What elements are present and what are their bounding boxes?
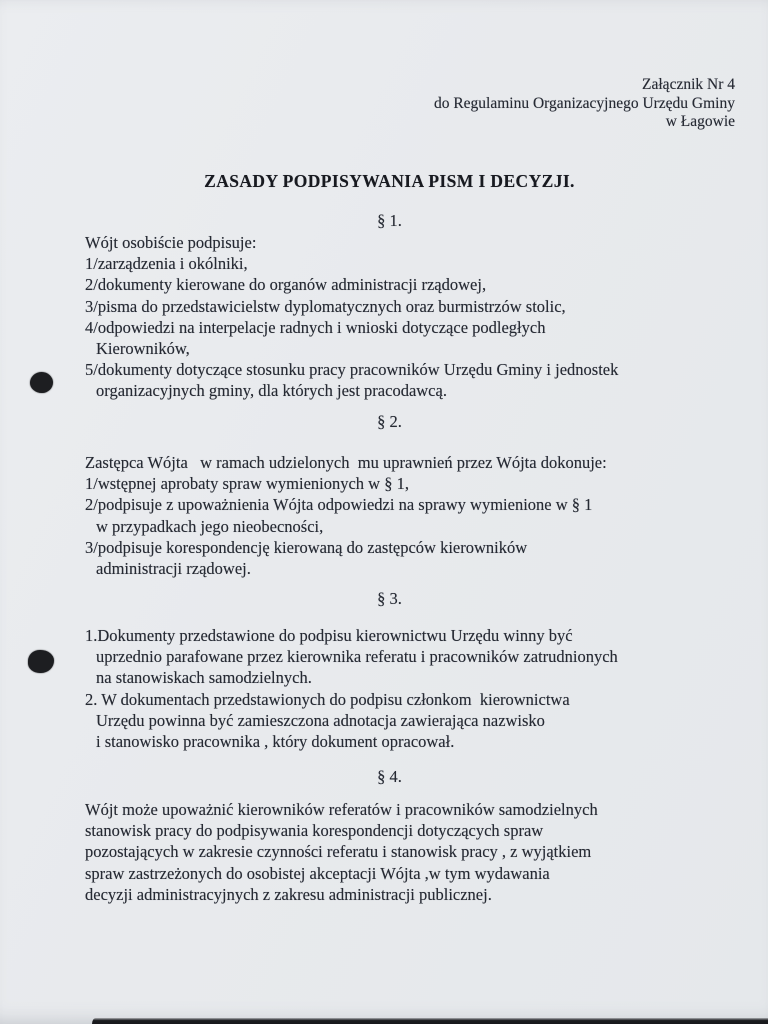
text-line: decyzji administracyjnych z zakresu administracji publicznej. xyxy=(85,884,492,904)
text-line: pozostających w zakresie czynności referatu i stanowisk pracy , z wyjątkiem xyxy=(85,842,592,862)
section-1-heading: § 1. xyxy=(377,211,402,230)
section-2-heading: § 2. xyxy=(377,412,402,431)
text-line: w przypadkach jego nieobecności, xyxy=(96,516,324,536)
text-line: 5/dokumenty dotyczące stosunku pracy pracowników Urzędu Gminy i jednostek xyxy=(85,360,619,380)
hole-punch-mark-icon xyxy=(30,372,53,393)
text-line: administracji rządowej. xyxy=(96,559,251,579)
attachment-location: w Łagowie xyxy=(665,113,735,130)
text-line: Urzędu powinna być zamieszczona adnotacja zawierająca nazwisko xyxy=(96,710,545,730)
text-line: 2/podpisuje z upoważnienia Wójta odpowiedzi na sprawy wymienione w § 1 xyxy=(85,495,593,515)
scan-edge-artifact xyxy=(92,1018,768,1024)
text-line: 1/wstępnej aprobaty spraw wymienionych w § 1, xyxy=(85,474,409,494)
text-line: 3/podpisuje korespondencję kierowaną do zastępców kierowników xyxy=(85,537,528,557)
text-line: na stanowiskach samodzielnych. xyxy=(96,668,312,688)
text-line: Wójt może upoważnić kierowników referatów i pracowników samodzielnych xyxy=(85,800,598,819)
text-line: spraw zastrzeżonych do osobistej akceptacji Wójta ,w tym wydawania xyxy=(85,863,550,883)
attachment-reference: do Regulaminu Organizacyjnego Urzędu Gminy xyxy=(433,94,735,112)
text-line: 2/dokumenty kierowane do organów administracji rządowej, xyxy=(85,275,487,295)
text-line: i stanowisko pracownika , który dokument opracował. xyxy=(96,732,455,752)
text-line: Kierowników, xyxy=(96,339,190,359)
section-4-heading: § 4. xyxy=(377,767,402,786)
text-line: uprzednio parafowane przez kierownika referatu i pracowników zatrudnionych xyxy=(96,647,618,667)
text-line: organizacyjnych gminy, dla których jest pracodawcą. xyxy=(96,381,447,401)
text-line: 4/odpowiedzi na interpelacje radnych i wnioski dotyczące podległych xyxy=(85,317,546,337)
text-line: stanowisk pracy do podpisywania korespondencji dotyczących spraw xyxy=(85,821,544,841)
attachment-number: Załącznik Nr 4 xyxy=(642,76,735,93)
text-line: 1.Dokumenty przedstawione do podpisu kierownictwu Urzędu winny być xyxy=(85,626,573,645)
text-line: 1/zarządzenia i okólniki, xyxy=(85,254,248,274)
text-line: Zastępca Wójta w ramach udzielonych mu uprawnień przez Wójta dokonuje: xyxy=(85,453,607,472)
attachment-header xyxy=(434,76,735,132)
text-line: 2. W dokumentach przedstawionych do podpisu członkom kierownictwa xyxy=(85,689,570,709)
section-4-body xyxy=(85,799,728,905)
document-title: ZASADY PODPISYWANIA PISM I DECYZJI. xyxy=(204,171,575,191)
text-line: Wójt osobiście podpisuje: xyxy=(85,233,257,252)
section-2-body xyxy=(85,452,728,579)
text-line: 3/pisma do przedstawicielstw dyplomatycznych oraz burmistrzów stolic, xyxy=(85,296,566,316)
section-1-body xyxy=(85,232,728,402)
section-3-heading: § 3. xyxy=(377,589,402,608)
hole-punch-mark-icon xyxy=(28,650,54,673)
section-3-body xyxy=(85,625,728,752)
